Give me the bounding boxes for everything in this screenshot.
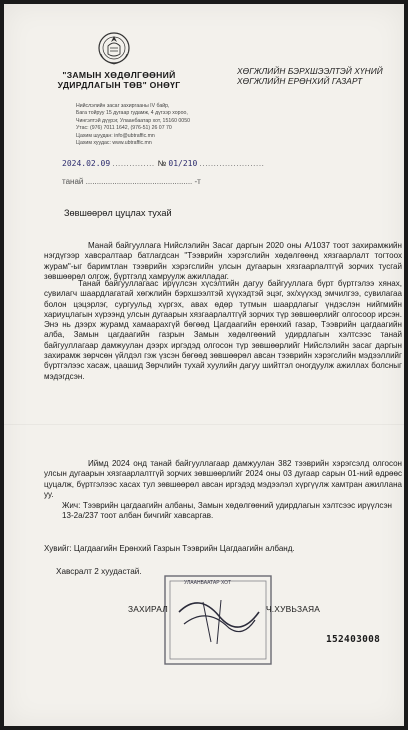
- handwritten-number: 01/210: [168, 159, 198, 168]
- paper-fold: [4, 424, 404, 425]
- reference-line: [62, 177, 201, 186]
- letter-subject: Зөвшөөрөл цуцлах тухай: [64, 208, 172, 218]
- stamp-text: УЛААНБААТАР ХОТ: [184, 580, 232, 586]
- official-stamp-icon: [159, 572, 277, 670]
- dotted-line: ...............: [112, 159, 158, 168]
- address-line: Цахим шуудан: info@ubtraffic.mn: [76, 132, 155, 139]
- number-label: №: [157, 159, 167, 168]
- note-paragraph: Жич: Тээврийн цагдаагийн албаны, Замын хөдөлгөөний удирдлагын хэлтсээс ирүүлсэн 13-2а/237 тоот албан бичгийг хавсаргав.: [62, 501, 392, 521]
- letter-page: [4, 4, 404, 726]
- dotted-line: ................................................: [85, 177, 195, 186]
- address-line: Чингэлтэй дүүрэг, Улаанбаатар хот, 15160 0050: [76, 117, 190, 124]
- attachments-note: Хавсралт 2 хуудастай.: [56, 567, 142, 576]
- signatory-name: Ч.ХУВЬЗАЯА: [266, 604, 321, 614]
- body-paragraph: Манай байгууллага Нийслэлийн Засаг даргын 2020 оны А/1037 тоот захирамжийн нэгдүгээр хавсралтаар батлагдсан "Тээврийн хэрэгслийн хөдөлгөөнд хязгаарлалт тогтоох журам"-ыг баримтлан тээврийн хэрэгслийн улсын дугаарын хязгаарлалтгүй зорчих тусгай зөвшөөрөл олгож, бүртгэлд хамруулж ажилладаг.: [44, 241, 402, 281]
- copy-recipient: Хувийг: Цагдаагийн Ерөнхий Газрын Тээврийн Цагдаагийн албанд.: [44, 544, 295, 553]
- org-name-line2: УДИРДЛАГЫН ТӨВ" ОНӨҮГ: [57, 80, 181, 90]
- address-line: Цахим хуудас: www.ubtraffic.mn: [76, 140, 152, 147]
- recipient-block: [237, 66, 383, 86]
- body-paragraph: Танай байгууллагаас ирүүлсэн хүсэлтийн дагуу байгууллага бүрт бүртгэлээ хянах, сувилагч шаардлагатай хөгжлийн бэрхшээлтэй хүүхэдтэй эцэг, эх/хүүхэд эмчилгээ, сувилагаа болон цэцэрлэг, сургуульд хүргэх, авах өдөр тутмын шаардлагыг үндэслэн нийгмийн хариуцлагын хүрээнд улсын дугаарын хязгаарлалтгүй зорчих түр зөвшөөрлийг олгосоор ирсэн. Энэ нь дээрх журамд хамаарахгүй бөгөөд Цагдаагийн ерөнхий газар, Тээврийн цагдаагийн алба, Замын цагдаагийн газрын Замын хөдөлгөөний удирдлагын хэлтсээс танай байгууллагаар дамжуулан дээрх иргэдэд олгосон түр зөвшөөрлийг Нийслэлийн засаг даргын захирамж зөрчсөн үйлдэл гэж үзсэн бөгөөд зөвшөөрөл авсан тээврийн хэрэгслийн мэдээллийг бүртгэлээс хасаж, цаашид Зөрчлийн тухай хуулийн дагуу шийтгэл оногдуулж ажиллах болсныг мэдэгдсэн.: [44, 279, 402, 381]
- state-emblem-icon: [96, 28, 132, 68]
- org-name-line1: "ЗАМЫН ХӨДӨЛГӨӨНИЙ: [62, 70, 176, 80]
- address-line: Бага тойруу 15 дугаар гудамж, 4 дүгээр хороо,: [76, 110, 188, 117]
- organization-address: [76, 103, 236, 147]
- reference-prefix: танай: [62, 177, 84, 186]
- reference-suffix: -т: [194, 177, 201, 186]
- body-paragraph: Иймд 2024 онд танай байгууллагаар дамжуулан 382 тээврийн хэрэгсэлд олгосон улсын дугаарын хязгаарлалтгүй зорчих зөвшөөрлийг 2024 оны 03 дугаар сарын 01-ний өдрөөс цуцалж, бүртгэлээс хасах тул зөвшөөрөл авсан иргэдэд мэдээлэл хүргүүлж хамтран ажиллана уу.: [44, 459, 402, 499]
- recipient-line2: ХӨГЖЛИЙН ЕРӨНХИЙ ГАЗАРТ: [237, 76, 363, 86]
- signatory-title: ЗАХИРАЛ: [128, 604, 168, 614]
- address-line: Нийслэлийн засаг захиргааны IV байр,: [76, 103, 170, 109]
- serial-number: 152403008: [326, 634, 381, 645]
- date-number-line: [62, 159, 264, 168]
- address-line: Утас: (976) 7011 1642, (976-51) 26 07 70: [76, 125, 172, 132]
- recipient-line1: ХӨГЖЛИЙН БЭРХШЭЭЛТЭЙ ХҮНИЙ: [237, 66, 383, 76]
- dotted-line: .......................: [199, 159, 265, 168]
- handwritten-date: 2024.02.09: [62, 159, 111, 168]
- organization-name: [54, 70, 184, 90]
